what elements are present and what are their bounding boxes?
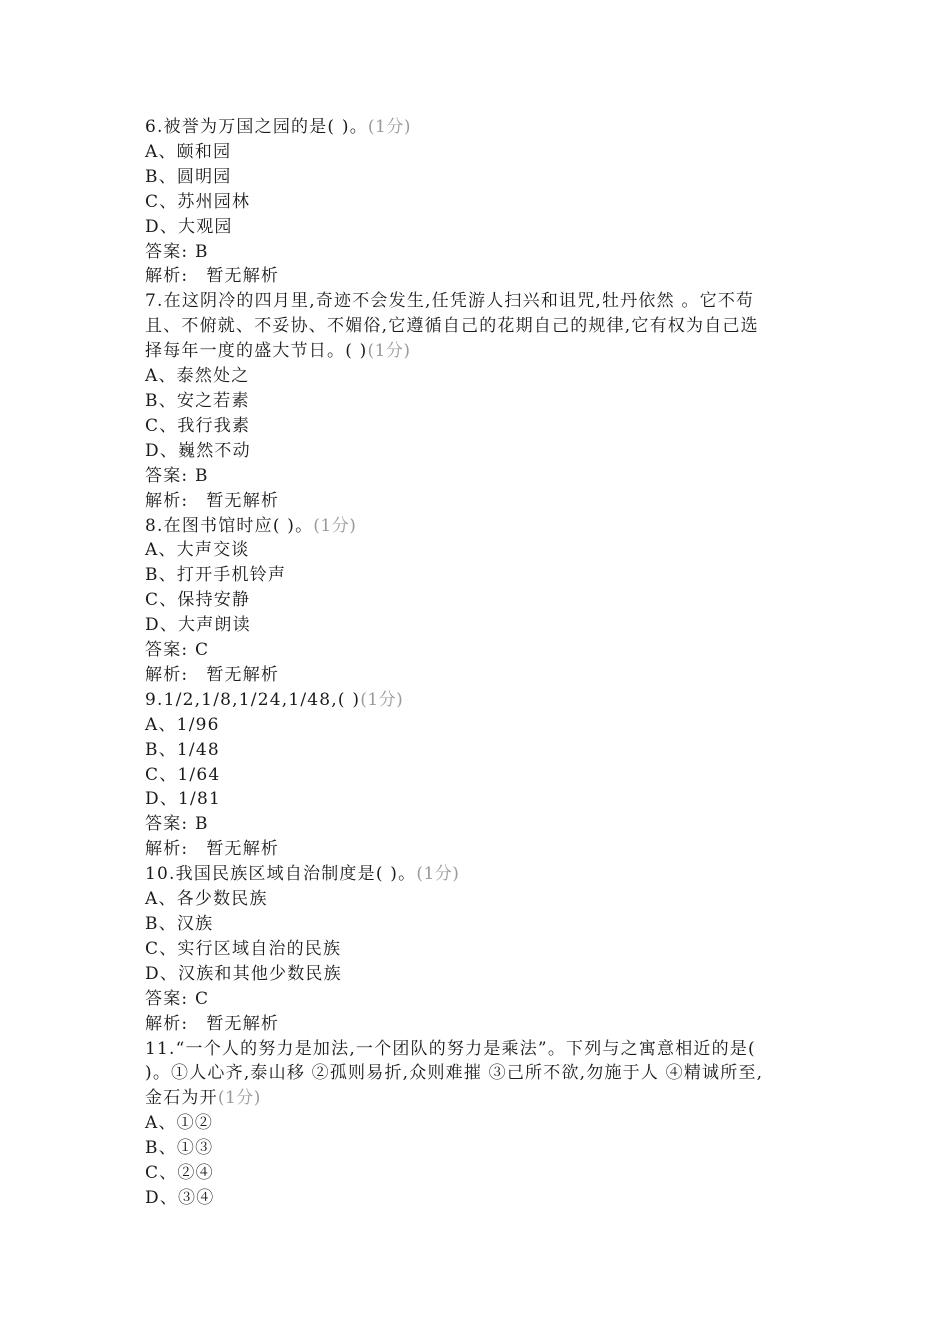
option-item: A、泰然处之	[145, 366, 250, 387]
question-list	[145, 115, 825, 1211]
analysis-label: 解析:	[145, 266, 189, 287]
question-stem-line	[145, 1086, 825, 1111]
question-text: 11.“一个人的努力是加法,一个团队的努力是乘法”。下列与之寓意相近的是(	[145, 1038, 756, 1059]
option-item: C、1/64	[145, 764, 221, 785]
question-text: 金石为开	[145, 1088, 218, 1109]
analysis-value: 暂无解析	[206, 490, 280, 511]
option-item: B、1/48	[145, 739, 220, 760]
question-text: 择每年一度的盛大节日。( )	[145, 341, 368, 362]
analysis-line	[145, 663, 825, 688]
question-stem-line	[145, 115, 825, 140]
option-item: A、①②	[145, 1113, 214, 1134]
question-text: 且、不俯就、不妥协、不媚俗,它遵循自己的花期自己的规律,它有权为自己选	[145, 316, 759, 337]
option-item: D、巍然不动	[145, 440, 251, 461]
option-item: B、①③	[145, 1138, 214, 1159]
question-text: 6.被誉为万国之园的是( )。	[145, 117, 368, 137]
option-item: D、大声朗读	[145, 615, 251, 636]
option-item: B、圆明园	[145, 166, 232, 187]
analysis-label: 解析:	[145, 490, 189, 511]
question-block	[145, 688, 825, 862]
option-item: A、颐和园	[145, 141, 232, 162]
analysis-label: 解析:	[145, 839, 189, 860]
answer-label: 答案:	[145, 241, 189, 262]
question-stem-line	[145, 314, 825, 339]
option-item: C、实行区域自治的民族	[145, 938, 342, 959]
answer-label: 答案:	[145, 640, 189, 661]
question-text: )。①人心齐,泰山移 ②孤则易折,众则难摧 ③己所不欲,勿施于人 ④精诚所至,	[145, 1063, 764, 1084]
answer-value: B	[194, 241, 209, 262]
question-text: 9.1/2,1/8,1/24,1/48,( )	[145, 689, 361, 710]
option-item: C、②④	[145, 1163, 214, 1184]
analysis-label: 解析:	[145, 1013, 189, 1034]
option-item: D、③④	[145, 1187, 215, 1208]
answer-value: B	[194, 814, 209, 835]
answer-line	[145, 240, 825, 265]
question-block	[145, 289, 825, 513]
question-block	[145, 115, 825, 289]
answer-value: C	[194, 640, 210, 661]
answer-value: C	[194, 988, 210, 1009]
question-stem-line	[145, 1037, 825, 1062]
score-label: (1分)	[313, 515, 357, 536]
answer-label: 答案:	[145, 814, 189, 835]
question-block	[145, 514, 825, 688]
answer-line	[145, 638, 825, 663]
analysis-line	[145, 264, 825, 289]
question-stem-line	[145, 339, 825, 364]
answer-line	[145, 812, 825, 837]
answer-value: B	[194, 465, 209, 486]
question-stem-line	[145, 1061, 825, 1086]
option-item: D、1/81	[145, 789, 222, 810]
analysis-line	[145, 837, 825, 862]
analysis-value: 暂无解析	[206, 1013, 280, 1034]
answer-line	[145, 987, 825, 1012]
analysis-label: 解析:	[145, 664, 189, 685]
option-item: D、大观园	[145, 216, 233, 237]
question-block	[145, 862, 825, 1036]
question-text: 7.在这阴冷的四月里,奇迹不会发生,任凭游人扫兴和诅咒,牡丹依然 。它不苟	[145, 291, 755, 312]
question-stem-line	[145, 862, 825, 887]
analysis-line	[145, 489, 825, 514]
question-stem-line	[145, 514, 825, 539]
question-text: 8.在图书馆时应( )。	[145, 515, 314, 536]
option-item: A、各少数民族	[145, 889, 268, 910]
analysis-line	[145, 1012, 825, 1037]
question-stem-line	[145, 289, 825, 314]
answer-line	[145, 464, 825, 489]
analysis-value: 暂无解析	[206, 839, 280, 860]
option-item: C、我行我素	[145, 415, 251, 436]
score-label: (1分)	[217, 1088, 261, 1109]
option-item: A、1/96	[145, 714, 220, 735]
analysis-value: 暂无解析	[206, 664, 280, 685]
analysis-value: 暂无解析	[206, 266, 280, 287]
question-block	[145, 1037, 825, 1211]
answer-label: 答案:	[145, 988, 189, 1009]
option-item: C、保持安静	[145, 590, 251, 611]
score-label: (1分)	[367, 117, 411, 137]
option-item: C、苏州园林	[145, 191, 251, 212]
option-item: B、汉族	[145, 914, 214, 934]
score-label: (1分)	[416, 864, 460, 885]
question-text: 10.我国民族区域自治制度是( )。	[145, 864, 417, 885]
answer-label: 答案:	[145, 465, 189, 486]
option-item: B、安之若素	[145, 390, 250, 411]
option-item: B、打开手机铃声	[145, 565, 287, 586]
score-label: (1分)	[360, 689, 404, 710]
score-label: (1分)	[367, 341, 411, 362]
option-item: A、大声交谈	[145, 540, 250, 561]
option-item: D、汉族和其他少数民族	[145, 963, 342, 984]
question-stem-line	[145, 688, 825, 713]
